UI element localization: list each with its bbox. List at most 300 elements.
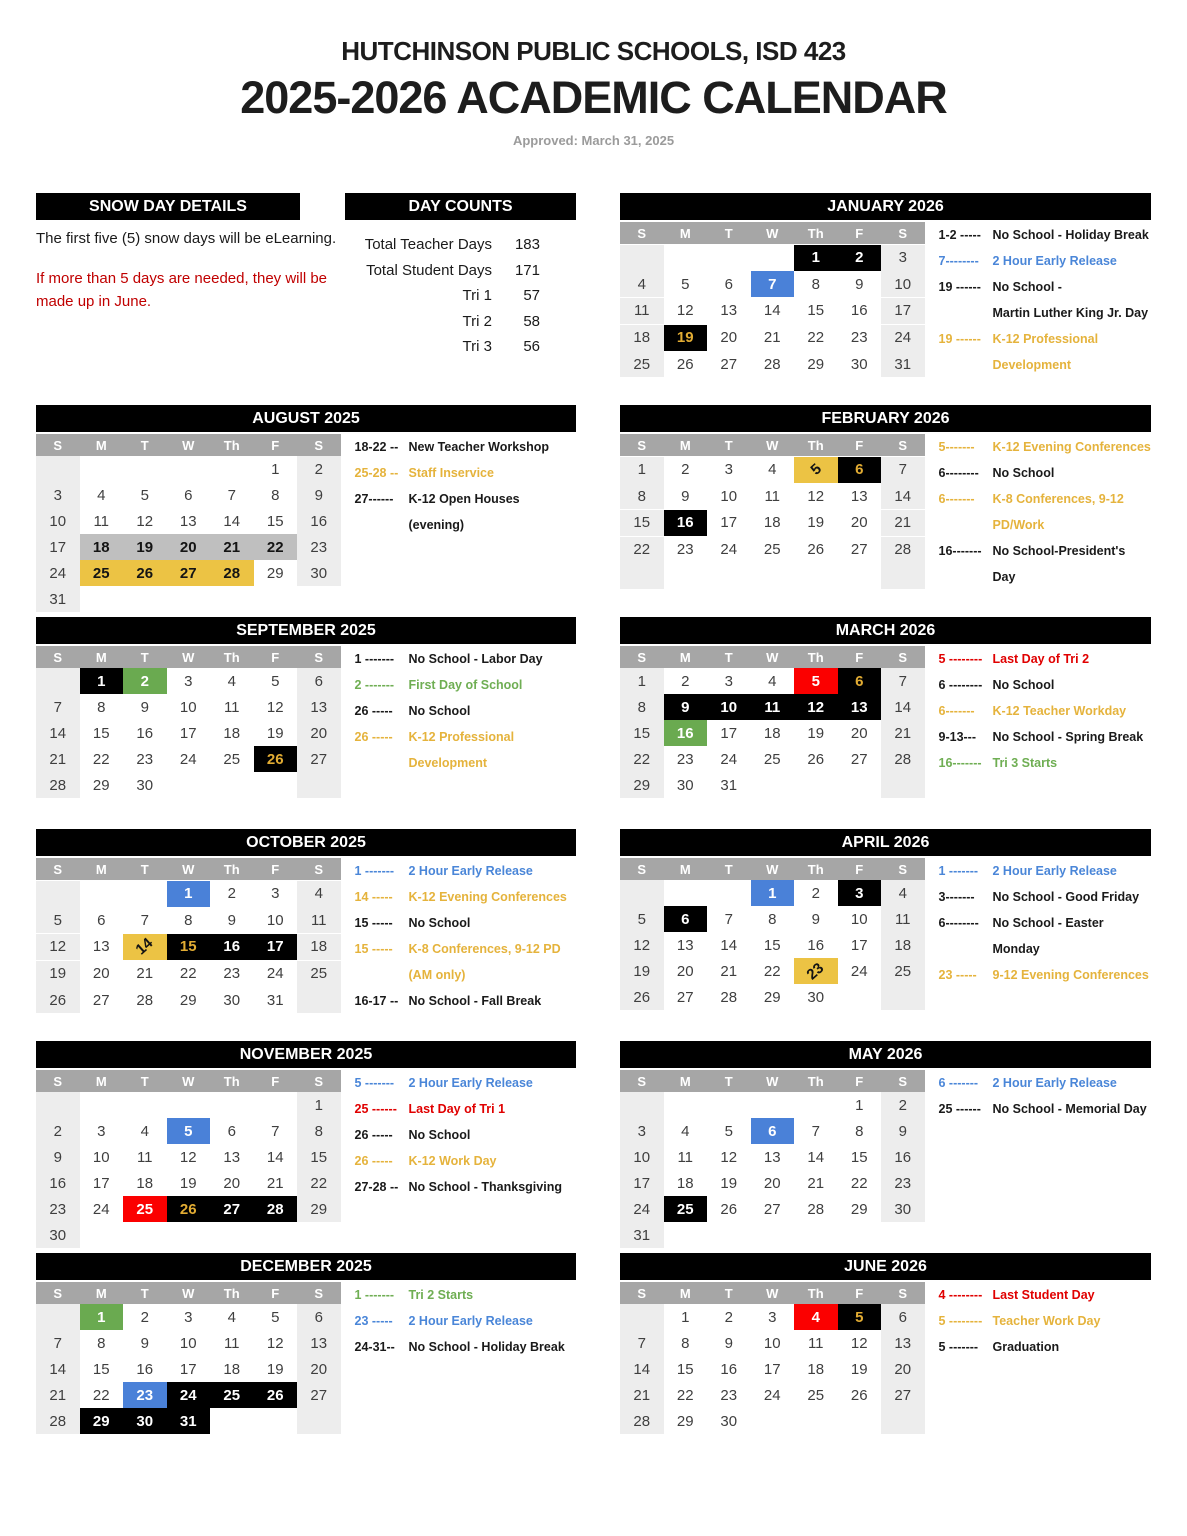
weekday-header: F xyxy=(838,434,882,456)
legend-label: K-12 Evening Conferences xyxy=(408,890,567,904)
day-cell: 14 xyxy=(266,1148,284,1166)
legend-entry xyxy=(355,910,577,936)
legend-entry xyxy=(355,936,577,988)
month-body xyxy=(36,1282,576,1434)
weekday-header: Th xyxy=(794,858,838,880)
empty-cell xyxy=(167,586,211,612)
day-cell: 9 xyxy=(811,910,820,928)
day-cell: 12 xyxy=(36,934,80,960)
month-legend xyxy=(925,646,1152,798)
empty-cell xyxy=(123,456,167,482)
day-cell: 28 xyxy=(881,746,925,772)
month-title: OCTOBER 2025 xyxy=(36,829,576,856)
day-cell: 4 xyxy=(881,880,925,906)
day-cell: 9 xyxy=(227,911,236,929)
empty-cell xyxy=(838,1222,882,1248)
legend-label: K-12 Teacher Workday xyxy=(992,704,1127,718)
day-cell: 23 xyxy=(720,1386,738,1404)
day-cell: 17 xyxy=(36,534,80,560)
legend-dates: 1-2 ----- xyxy=(938,228,981,242)
day-cell: 1 xyxy=(620,668,664,694)
day-cell: 19 xyxy=(266,1360,284,1378)
legend-dates: 4 -------- xyxy=(938,1288,983,1302)
weekday-header: Th xyxy=(794,1282,838,1304)
day-cell: 2 xyxy=(140,1308,149,1326)
month-body xyxy=(36,434,576,612)
month-body xyxy=(620,1282,1151,1434)
legend-label: Last Student Day xyxy=(992,1288,1095,1302)
calendar-grid xyxy=(36,858,341,1014)
day-cell: 17 xyxy=(620,1170,664,1196)
legend-label: K-12 Work Day xyxy=(408,1154,497,1168)
day-cell: 4 xyxy=(768,461,777,479)
empty-cell xyxy=(664,563,708,589)
day-cell: 30 xyxy=(881,1196,925,1222)
day-cell: 24 xyxy=(167,1382,211,1408)
day-cell: 6 xyxy=(751,1118,795,1144)
day-cell: 4 xyxy=(768,672,777,690)
day-cell: 22 xyxy=(850,1174,868,1192)
weekday-header: S xyxy=(297,858,341,880)
day-cell: 13 xyxy=(676,936,694,954)
day-cell: 1 xyxy=(751,880,795,906)
month-march-2026 xyxy=(620,617,1151,829)
weekday-header: M xyxy=(664,858,708,880)
weekday-header: T xyxy=(707,1070,751,1092)
day-cell: 22 xyxy=(676,1386,694,1404)
day-cell: 24 xyxy=(881,325,925,351)
legend-entry xyxy=(939,434,1152,460)
empty-cell xyxy=(751,245,795,271)
month-october-2025 xyxy=(36,829,576,1041)
legend-label: New Teacher Workshop xyxy=(408,440,550,454)
empty-cell xyxy=(36,456,80,482)
day-cell: 3 xyxy=(271,885,280,903)
day-cell: 15 xyxy=(620,510,664,536)
empty-cell xyxy=(80,1222,124,1248)
day-cell: 21 xyxy=(807,1174,825,1192)
month-legend xyxy=(925,222,1152,378)
empty-cell xyxy=(838,1408,882,1434)
day-cell: 16 xyxy=(136,724,154,742)
day-cell: 23 xyxy=(881,1170,925,1196)
weekday-header: M xyxy=(664,222,708,244)
day-cell: 10 xyxy=(36,508,80,534)
weekday-header: S xyxy=(297,1070,341,1092)
day-cell: 6 xyxy=(297,668,341,694)
empty-cell xyxy=(80,586,124,612)
day-cell: 15 xyxy=(297,1144,341,1170)
calendar-grid xyxy=(36,1282,341,1434)
weekday-header: W xyxy=(751,858,795,880)
empty-cell xyxy=(881,772,925,798)
day-cell: 19 xyxy=(807,724,825,742)
weekday-header: F xyxy=(254,434,298,456)
weekday-header: W xyxy=(751,1070,795,1092)
day-cell: 25 xyxy=(881,958,925,984)
weekday-header: W xyxy=(167,646,211,668)
weekday-header: Th xyxy=(794,1070,838,1092)
day-cell: 14 xyxy=(807,1148,825,1166)
legend-label: No School - Memorial Day xyxy=(992,1102,1147,1116)
day-cell: 5 xyxy=(271,1308,280,1326)
weekday-header: T xyxy=(707,434,751,456)
day-cell: 20 xyxy=(850,514,868,532)
day-cell: 23 xyxy=(136,750,154,768)
day-cell: 28 xyxy=(36,772,80,798)
legend-entry xyxy=(355,858,577,884)
day-count-value: 58 xyxy=(523,312,540,330)
day-cell: 17 xyxy=(763,1360,781,1378)
weekday-header: T xyxy=(707,646,751,668)
weekday-header: W xyxy=(751,222,795,244)
legend-dates: 1 ------- xyxy=(354,1288,395,1302)
legend-label: No School xyxy=(408,1128,471,1142)
snow-note-primary: The first five (5) snow days will be eLearning. xyxy=(36,230,337,247)
day-cell: 18 xyxy=(676,1174,694,1192)
day-cell: 26 xyxy=(807,541,825,559)
empty-cell xyxy=(80,1092,124,1118)
day-cell xyxy=(794,457,838,483)
legend-entry xyxy=(355,1122,577,1148)
day-cell: 25 xyxy=(763,541,781,559)
day-cell: 3 xyxy=(620,1118,664,1144)
day-cell: 5 xyxy=(724,1122,733,1140)
day-cell: 21 xyxy=(763,329,781,347)
day-cell: 4 xyxy=(681,1122,690,1140)
legend-label: Teacher Work Day xyxy=(992,1314,1101,1328)
day-cell: 16 xyxy=(664,720,708,746)
day-cell: 29 xyxy=(620,772,664,798)
empty-cell xyxy=(36,1092,80,1118)
day-counts-table xyxy=(342,232,540,360)
day-cell: 16 xyxy=(720,1360,738,1378)
day-cell: 2 xyxy=(838,245,882,271)
day-cell: 22 xyxy=(297,1170,341,1196)
day-cell: 21 xyxy=(266,1174,284,1192)
day-cell: 5 xyxy=(794,668,838,694)
month-body xyxy=(620,434,1151,590)
day-cell: 20 xyxy=(676,962,694,980)
day-cell: 18 xyxy=(80,534,124,560)
day-cell: 30 xyxy=(136,776,154,794)
day-cell: 18 xyxy=(223,1360,241,1378)
legend-entry xyxy=(355,884,577,910)
empty-cell xyxy=(881,984,925,1010)
day-cell: 27 xyxy=(850,750,868,768)
legend-entry xyxy=(939,486,1152,538)
day-cell: 26 xyxy=(850,1386,868,1404)
day-cell: 11 xyxy=(223,698,240,716)
day-cell: 11 xyxy=(136,1148,153,1166)
day-cell: 20 xyxy=(297,1356,341,1382)
legend-dates: 1 ------- xyxy=(938,864,979,878)
day-cell: 30 xyxy=(123,1408,167,1434)
day-cell: 15 xyxy=(620,720,664,746)
month-september-2025 xyxy=(36,617,576,829)
month-body xyxy=(620,1070,1151,1248)
legend-entry xyxy=(939,1070,1152,1096)
legend-entry xyxy=(355,460,577,486)
legend-label: 2 Hour Early Release xyxy=(992,864,1117,878)
empty-cell xyxy=(664,1092,708,1118)
legend-dates: 25 ------ xyxy=(354,1102,397,1116)
day-cell: 22 xyxy=(807,329,825,347)
empty-cell xyxy=(881,563,925,589)
month-may-2026 xyxy=(620,1041,1151,1253)
legend-label: 2 Hour Early Release xyxy=(408,1076,533,1090)
month-title: DECEMBER 2025 xyxy=(36,1253,576,1280)
legend-entry xyxy=(355,1282,577,1308)
day-cell: 29 xyxy=(179,991,197,1009)
day-cell: 10 xyxy=(92,1148,110,1166)
month-legend xyxy=(925,434,1152,590)
day-cell: 12 xyxy=(720,1148,738,1166)
day-cell: 17 xyxy=(92,1174,110,1192)
day-cell: 22 xyxy=(620,746,664,772)
day-cell: 30 xyxy=(223,991,241,1009)
legend-label: Graduation xyxy=(992,1340,1060,1354)
day-cell: 10 xyxy=(707,694,751,720)
day-cell: 30 xyxy=(807,988,825,1006)
weekday-header: W xyxy=(167,1282,211,1304)
day-cell: 26 xyxy=(123,560,167,586)
day-cell: 4 xyxy=(620,271,664,297)
day-cell: 8 xyxy=(811,275,820,293)
day-cell: 3 xyxy=(36,482,80,508)
day-cell: 12 xyxy=(807,487,825,505)
day-cell: 31 xyxy=(620,1222,664,1248)
legend-label: 2 Hour Early Release xyxy=(408,864,533,878)
day-cell: 13 xyxy=(179,512,197,530)
calendar-grid xyxy=(620,1282,925,1434)
day-cell: 7 xyxy=(140,911,149,929)
day-cell: 3 xyxy=(881,245,925,271)
day-cell: 10 xyxy=(266,911,284,929)
legend-entry xyxy=(939,858,1152,884)
day-cell: 3 xyxy=(184,1308,193,1326)
weekday-header: S xyxy=(36,1282,80,1304)
empty-cell xyxy=(210,1408,254,1434)
snow-note-warning: If more than 5 days are needed, they will be made up in June. xyxy=(36,270,328,311)
legend-dates: 24-31-- xyxy=(354,1340,395,1354)
weekday-header: Th xyxy=(794,646,838,668)
legend-entry xyxy=(939,1334,1152,1360)
legend-dates: 15 ----- xyxy=(354,916,393,930)
weekday-header: S xyxy=(620,1070,664,1092)
month-title: JANUARY 2026 xyxy=(620,193,1151,220)
legend-entry xyxy=(939,884,1152,910)
day-cell: 19 xyxy=(850,1360,868,1378)
month-title: JUNE 2026 xyxy=(620,1253,1151,1280)
day-cell: 7 xyxy=(881,668,925,694)
weekday-header: S xyxy=(36,434,80,456)
empty-cell xyxy=(794,1408,838,1434)
legend-entry xyxy=(939,750,1152,776)
day-cell: 18 xyxy=(136,1174,154,1192)
day-cell: 9 xyxy=(881,1118,925,1144)
day-count-value: 171 xyxy=(514,261,540,279)
day-cell xyxy=(123,934,167,960)
legend-label: No School xyxy=(408,916,471,930)
day-cell: 10 xyxy=(179,698,197,716)
weekday-header: S xyxy=(620,646,664,668)
day-cell: 6 xyxy=(184,486,193,504)
day-cell: 24 xyxy=(92,1200,110,1218)
empty-cell xyxy=(620,1092,664,1118)
weekday-header: Th xyxy=(794,222,838,244)
day-cell: 18 xyxy=(297,934,341,960)
rotated-day-number: 5 xyxy=(806,460,825,479)
day-cell: 31 xyxy=(36,586,80,612)
day-cell: 18 xyxy=(763,514,781,532)
legend-label: No School - Labor Day xyxy=(408,652,543,666)
legend-dates: 26 ----- xyxy=(354,704,393,718)
empty-cell xyxy=(751,563,795,589)
legend-label: 2 Hour Early Release xyxy=(992,1076,1117,1090)
day-cell: 23 xyxy=(676,750,694,768)
weekday-header: S xyxy=(36,1070,80,1092)
legend-entry xyxy=(355,988,577,1014)
day-cell: 9 xyxy=(724,1334,733,1352)
month-legend xyxy=(925,858,1152,1010)
day-cell: 11 xyxy=(751,694,795,720)
day-cell: 28 xyxy=(763,355,781,373)
legend-label: No School - Thanksgiving xyxy=(408,1180,562,1194)
month-legend xyxy=(341,646,577,798)
day-cell: 26 xyxy=(620,984,664,1010)
empty-cell xyxy=(881,1222,925,1248)
empty-cell xyxy=(707,1092,751,1118)
legend-entry xyxy=(939,910,1152,962)
day-cell: 23 xyxy=(850,329,868,347)
legend-entry xyxy=(939,222,1152,248)
day-cell: 4 xyxy=(794,1304,838,1330)
day-cell: 3 xyxy=(97,1122,106,1140)
day-cell: 24 xyxy=(720,750,738,768)
weekday-header: M xyxy=(80,434,124,456)
day-cell: 3 xyxy=(768,1308,777,1326)
legend-dates: 2 ------- xyxy=(354,678,395,692)
empty-cell xyxy=(707,1222,751,1248)
empty-cell xyxy=(297,1408,341,1434)
empty-cell xyxy=(707,563,751,589)
day-count-value: 57 xyxy=(523,287,540,305)
day-count-value: 56 xyxy=(523,338,540,356)
day-cell: 12 xyxy=(676,302,694,320)
day-cell: 8 xyxy=(271,486,280,504)
legend-dates: 18-22 -- xyxy=(354,440,399,454)
day-cell: 16 xyxy=(210,934,254,960)
day-cell: 31 xyxy=(720,776,738,794)
day-cell: 10 xyxy=(850,910,868,928)
legend-dates: 26 ----- xyxy=(354,1154,393,1168)
legend-dates: 27-28 -- xyxy=(354,1180,399,1194)
day-cell: 28 xyxy=(720,988,738,1006)
legend-entry xyxy=(939,1096,1152,1122)
legend-dates: 3------- xyxy=(938,890,975,904)
day-cell: 8 xyxy=(768,910,777,928)
day-cell: 16 xyxy=(807,936,825,954)
weekday-header: Th xyxy=(210,1070,254,1092)
day-cell: 13 xyxy=(881,1330,925,1356)
day-cell: 7 xyxy=(271,1122,280,1140)
weekday-header: T xyxy=(123,858,167,880)
weekday-header: M xyxy=(664,434,708,456)
empty-cell xyxy=(838,563,882,589)
calendar-grid xyxy=(620,222,925,378)
legend-label: No School - Good Friday xyxy=(992,890,1140,904)
month-legend xyxy=(341,858,577,1014)
weekday-header: S xyxy=(881,858,925,880)
day-cell: 18 xyxy=(763,724,781,742)
legend-dates: 1 ------- xyxy=(354,864,395,878)
day-cell: 25 xyxy=(123,1196,167,1222)
rotated-day-number: 14 xyxy=(132,935,157,959)
day-cell: 20 xyxy=(763,1174,781,1192)
day-cell: 4 xyxy=(227,672,236,690)
day-cell: 30 xyxy=(720,1412,738,1430)
empty-cell xyxy=(297,772,341,798)
weekday-header: T xyxy=(707,858,751,880)
day-count-label: Tri 2 xyxy=(462,312,492,330)
day-cell: 19 xyxy=(620,958,664,984)
approved-date: Approved: March 31, 2025 xyxy=(512,133,675,148)
legend-dates: 16-17 -- xyxy=(354,994,399,1008)
calendar-columns xyxy=(0,193,1187,1465)
weekday-header: F xyxy=(838,646,882,668)
legend-label: No School - Easter Monday xyxy=(992,916,1104,956)
legend-entry xyxy=(355,724,577,776)
legend-entry xyxy=(939,962,1152,988)
day-cell: 27 xyxy=(297,746,341,772)
legend-label: 2 Hour Early Release xyxy=(408,1314,533,1328)
day-cell: 28 xyxy=(36,1408,80,1434)
empty-cell xyxy=(751,772,795,798)
day-cell: 10 xyxy=(179,1334,197,1352)
legend-dates: 5------- xyxy=(938,440,975,454)
day-cell: 18 xyxy=(620,325,664,351)
day-cell: 7 xyxy=(751,271,795,297)
empty-cell xyxy=(751,1408,795,1434)
calendar-grid xyxy=(620,646,925,798)
day-cell: 13 xyxy=(297,1330,341,1356)
day-cell: 19 xyxy=(266,724,284,742)
weekday-header: F xyxy=(254,646,298,668)
day-cell: 20 xyxy=(881,1356,925,1382)
legend-entry xyxy=(355,1174,577,1200)
empty-cell xyxy=(664,1222,708,1248)
weekday-header: Th xyxy=(210,858,254,880)
empty-cell xyxy=(210,1092,254,1118)
weekday-header: S xyxy=(620,434,664,456)
day-cell: 2 xyxy=(681,672,690,690)
empty-cell xyxy=(620,245,664,271)
day-cell: 8 xyxy=(297,1118,341,1144)
weekday-header: S xyxy=(881,434,925,456)
empty-cell xyxy=(36,668,80,694)
day-cell: 6 xyxy=(227,1122,236,1140)
day-cell: 1 xyxy=(80,668,124,694)
legend-label: No School - Holiday Break xyxy=(992,228,1149,242)
day-cell: 14 xyxy=(881,483,925,509)
day-cell: 26 xyxy=(36,987,80,1013)
day-cell: 30 xyxy=(850,355,868,373)
day-cell: 1 xyxy=(167,881,211,907)
day-cell: 11 xyxy=(297,907,341,933)
day-cell: 21 xyxy=(881,720,925,746)
empty-cell xyxy=(123,881,167,907)
